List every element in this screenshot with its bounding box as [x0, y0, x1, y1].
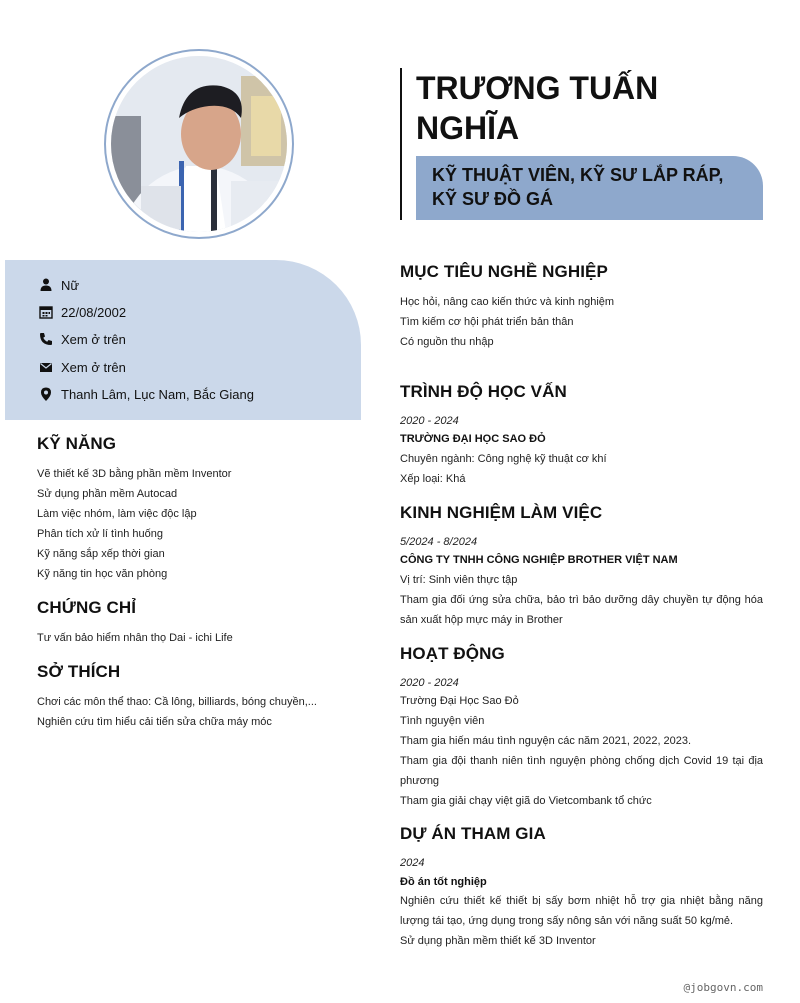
name-line-2: NGHĨA — [416, 110, 520, 146]
skills-title: KỸ NĂNG — [37, 434, 117, 453]
objective-list — [400, 292, 614, 352]
calendar-icon — [38, 304, 54, 320]
list-item: Kỹ năng sắp xếp thời gian — [37, 548, 165, 560]
job-title-band — [416, 156, 763, 220]
avatar — [104, 49, 294, 239]
projects-name: Đồ án tốt nghiệp — [400, 876, 487, 888]
full-name — [416, 68, 658, 148]
gender-text: Nữ — [61, 277, 80, 293]
projects-description: Nghiên cứu thiết kế thiết bị sấy bơm nhiệt hỗ trợ gia nhiệt bằng năng lượng tái tạo, ứng dụng trong sấy nông sản với năng suất 50 kg/mẻ. — [400, 895, 763, 927]
contact-birthday — [38, 302, 126, 322]
projects-details — [400, 891, 763, 951]
hobbies-list — [37, 692, 317, 732]
name-line-1: TRƯƠNG TUẤN — [416, 70, 659, 106]
experience-title: KINH NGHIỆM LÀM VIỆC — [400, 503, 603, 522]
list-item: Tư vấn bảo hiểm nhân thọ Dai - ichi Life — [37, 632, 233, 644]
education-date: 2020 - 2024 — [400, 415, 459, 427]
contact-address — [38, 384, 254, 404]
list-item: Tìm kiếm cơ hội phát triển bản thân — [400, 316, 574, 328]
map-pin-icon — [38, 386, 54, 402]
watermark: @jobgovn.com — [683, 981, 763, 994]
list-item: Phân tích xử lí tình huống — [37, 528, 164, 540]
education-school: TRƯỜNG ĐẠI HỌC SAO ĐỎ — [400, 433, 546, 445]
activities-date: 2020 - 2024 — [400, 677, 459, 689]
job-title-line-2: KỸ SƯ ĐỒ GÁ — [432, 189, 553, 209]
experience-description: Tham gia đối ứng sửa chữa, bảo trì bảo dưỡng dây chuyền tự động hóa sản xuất hộp mực máy in Brother — [400, 594, 763, 626]
list-item: Sử dụng phần mềm Autocad — [37, 488, 178, 500]
person-icon — [38, 277, 54, 293]
list-item: Làm việc nhóm, làm việc độc lập — [37, 508, 197, 520]
activities-details — [400, 691, 763, 811]
list-item: Tham gia giải chạy việt giã do Vietcombank tổ chức — [400, 795, 652, 807]
projects-tool: Sử dụng phần mềm thiết kế 3D Inventor — [400, 935, 596, 947]
address-text: Thanh Lâm, Lục Nam, Bắc Giang — [61, 386, 254, 402]
envelope-icon — [38, 359, 54, 375]
list-item: Nghiên cứu tìm hiểu cải tiến sửa chữa máy móc — [37, 716, 272, 728]
activities-role: Tình nguyện viên — [400, 715, 485, 727]
projects-title: DỰ ÁN THAM GIA — [400, 824, 546, 843]
list-item: Tham gia hiến máu tình nguyện các năm 2021, 2022, 2023. — [400, 735, 692, 747]
education-rank: Xếp loại: Khá — [400, 473, 466, 485]
list-item: Tham gia đội thanh niên tình nguyện phòng chống dịch Covid 19 tại địa phương — [400, 755, 763, 787]
list-item: Kỹ năng tin học văn phòng — [37, 568, 168, 580]
experience-position: Vị trí: Sinh viên thực tập — [400, 574, 518, 586]
contact-gender — [38, 275, 79, 295]
job-title-line-1: KỸ THUẬT VIÊN, KỸ SƯ LẮP RÁP, — [432, 165, 724, 185]
certificates-title: CHỨNG CHỈ — [37, 598, 137, 617]
list-item: Vẽ thiết kế 3D bằng phần mềm Inventor — [37, 468, 232, 480]
experience-date: 5/2024 - 8/2024 — [400, 536, 478, 548]
objective-title: MỤC TIÊU NGHỀ NGHIỆP — [400, 262, 608, 281]
contact-phone — [38, 329, 126, 349]
activities-title: HOẠT ĐỘNG — [400, 644, 505, 663]
education-title: TRÌNH ĐỘ HỌC VẤN — [400, 382, 567, 401]
activities-org: Trường Đại Học Sao Đỏ — [400, 695, 519, 707]
certificates-list — [37, 628, 233, 648]
email-text: Xem ở trên — [61, 359, 126, 375]
projects-date: 2024 — [400, 857, 425, 869]
avatar-photo — [111, 56, 287, 232]
phone-icon — [38, 331, 54, 347]
list-item: Học hỏi, nâng cao kiến thức và kinh nghiệm — [400, 296, 615, 308]
contact-email — [38, 357, 126, 377]
hobbies-title: SỞ THÍCH — [37, 662, 121, 681]
name-divider — [400, 68, 402, 220]
skills-list — [37, 464, 231, 584]
education-major: Chuyên ngành: Công nghệ kỹ thuật cơ khí — [400, 453, 607, 465]
education-details — [400, 449, 607, 489]
experience-company: CÔNG TY TNHH CÔNG NGHIỆP BROTHER VIỆT NAM — [400, 554, 678, 566]
phone-text: Xem ở trên — [61, 331, 126, 347]
list-item: Chơi các môn thể thao: Cầ lông, billiards, bóng chuyền,... — [37, 696, 317, 708]
list-item: Có nguồn thu nhập — [400, 336, 494, 348]
experience-details — [400, 570, 763, 630]
birthday-text: 22/08/2002 — [61, 304, 127, 320]
